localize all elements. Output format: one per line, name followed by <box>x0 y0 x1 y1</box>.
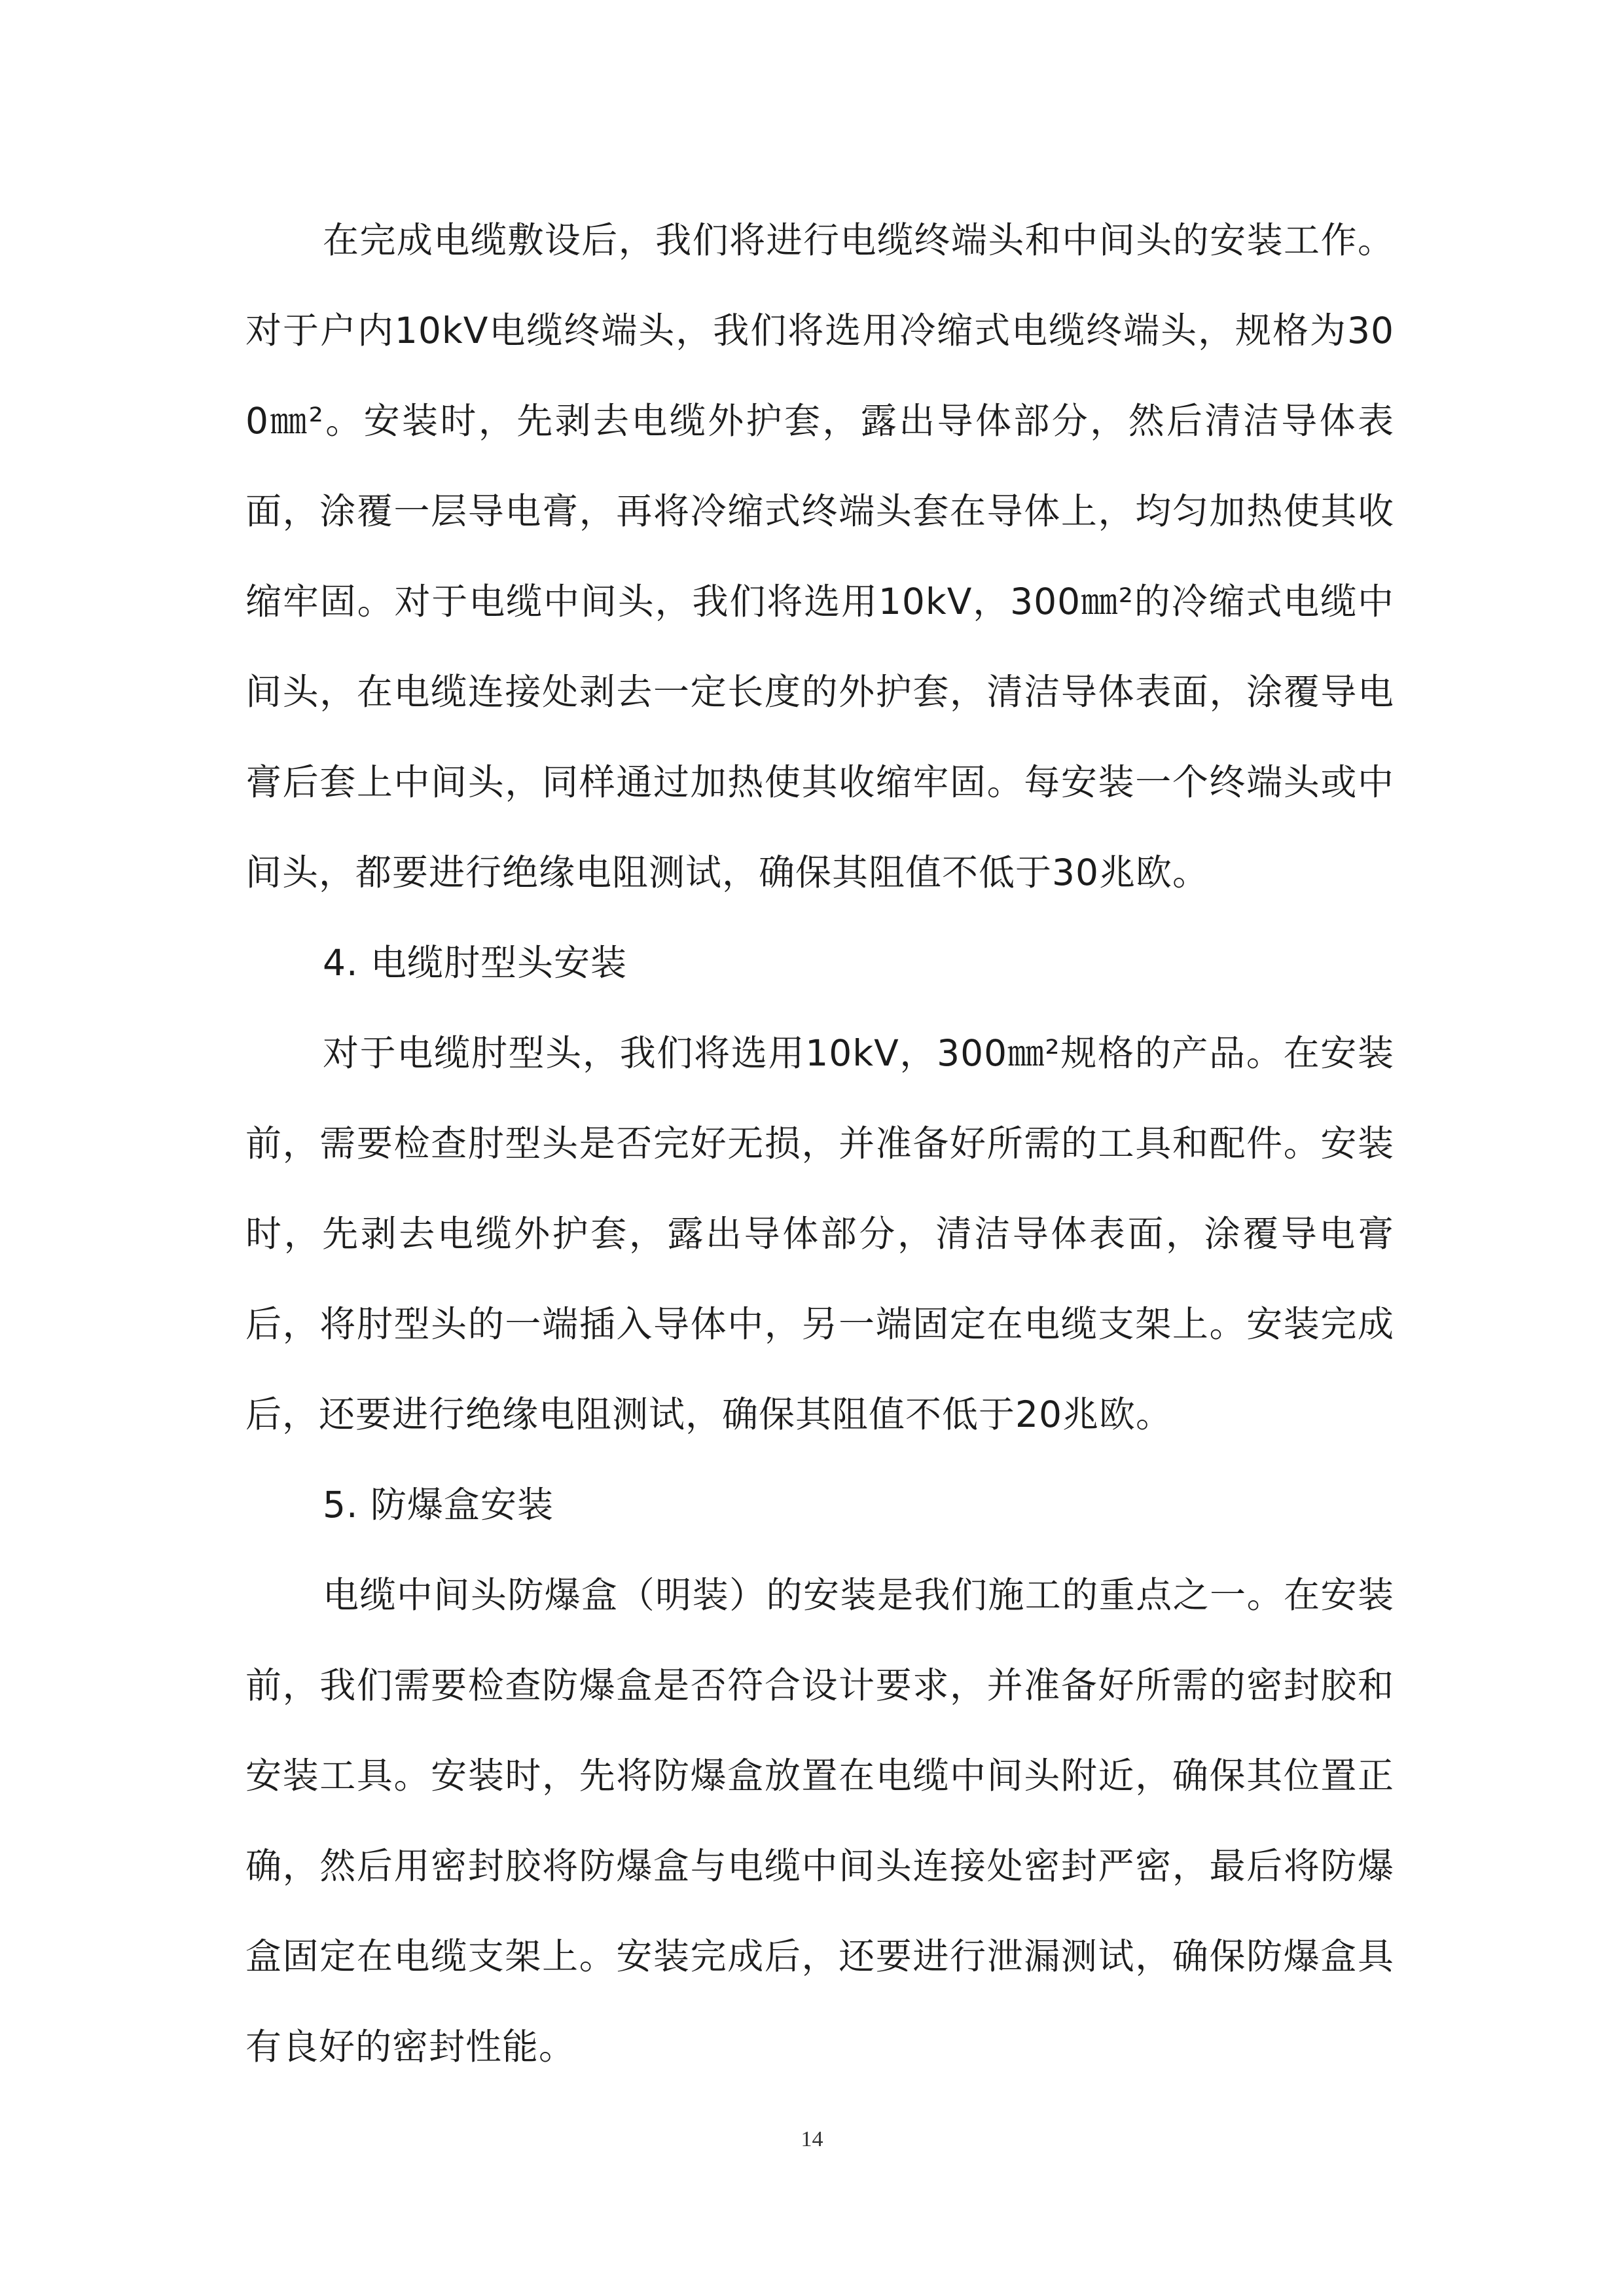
page-number: 14 <box>801 2127 823 2151</box>
paragraph-terminal-installation: 在完成电缆敷设后，我们将进行电缆终端头和中间头的安装工作。对于户内10kV电缆终端头，我们将选用冷缩式电缆终端头，规格为300㎜²。安装时，先剥去电缆外护套，露出导体部分，然后清洁导体表面，涂覆一层导电膏，再将冷缩式终端头套在导体上，均匀加热使其收缩牢固。对于电缆中间头，我们将选用10kV，300㎜²的冷缩式电缆中间头，在电缆连接处剥去一定长度的外护套，清洁导体表面，涂覆导电膏后套上中间头，同样通过加热使其收缩牢固。每安装一个终端头或中间头，都要进行绝缘电阻测试，确保其阻值不低于30兆欧。 <box>245 219 1394 893</box>
paragraph-elbow-connector: 对于电缆肘型头，我们将选用10kV，300㎜²规格的产品。在安装前，需要检查肘型头是否完好无损，并准备好所需的工具和配件。安装时，先剥去电缆外护套，露出导体部分，清洁导体表面，涂覆导电膏后，将肘型头的一端插入导体中，另一端固定在电缆支架上。安装完成后，还要进行绝缘电阻测试，确保其阻值不低于20兆欧。 <box>245 1032 1394 1435</box>
section-heading-elbow-connector: 4. 电缆肘型头安装 <box>323 942 627 984</box>
section-heading-explosion-proof-box: 5. 防爆盒安装 <box>323 1484 554 1526</box>
page-body <box>245 195 1394 2092</box>
paragraph-explosion-proof-box: 电缆中间头防爆盒（明装）的安装是我们施工的重点之一。在安装前，我们需要检查防爆盒是否符合设计要求，并准备好所需的密封胶和安装工具。安装时，先将防爆盒放置在电缆中间头附近，确保其位置正确，然后用密封胶将防爆盒与电缆中间头连接处密封严密，最后将防爆盒固定在电缆支架上。安装完成后，还要进行泄漏测试，确保防爆盒具有良好的密封性能。 <box>245 1574 1394 2068</box>
